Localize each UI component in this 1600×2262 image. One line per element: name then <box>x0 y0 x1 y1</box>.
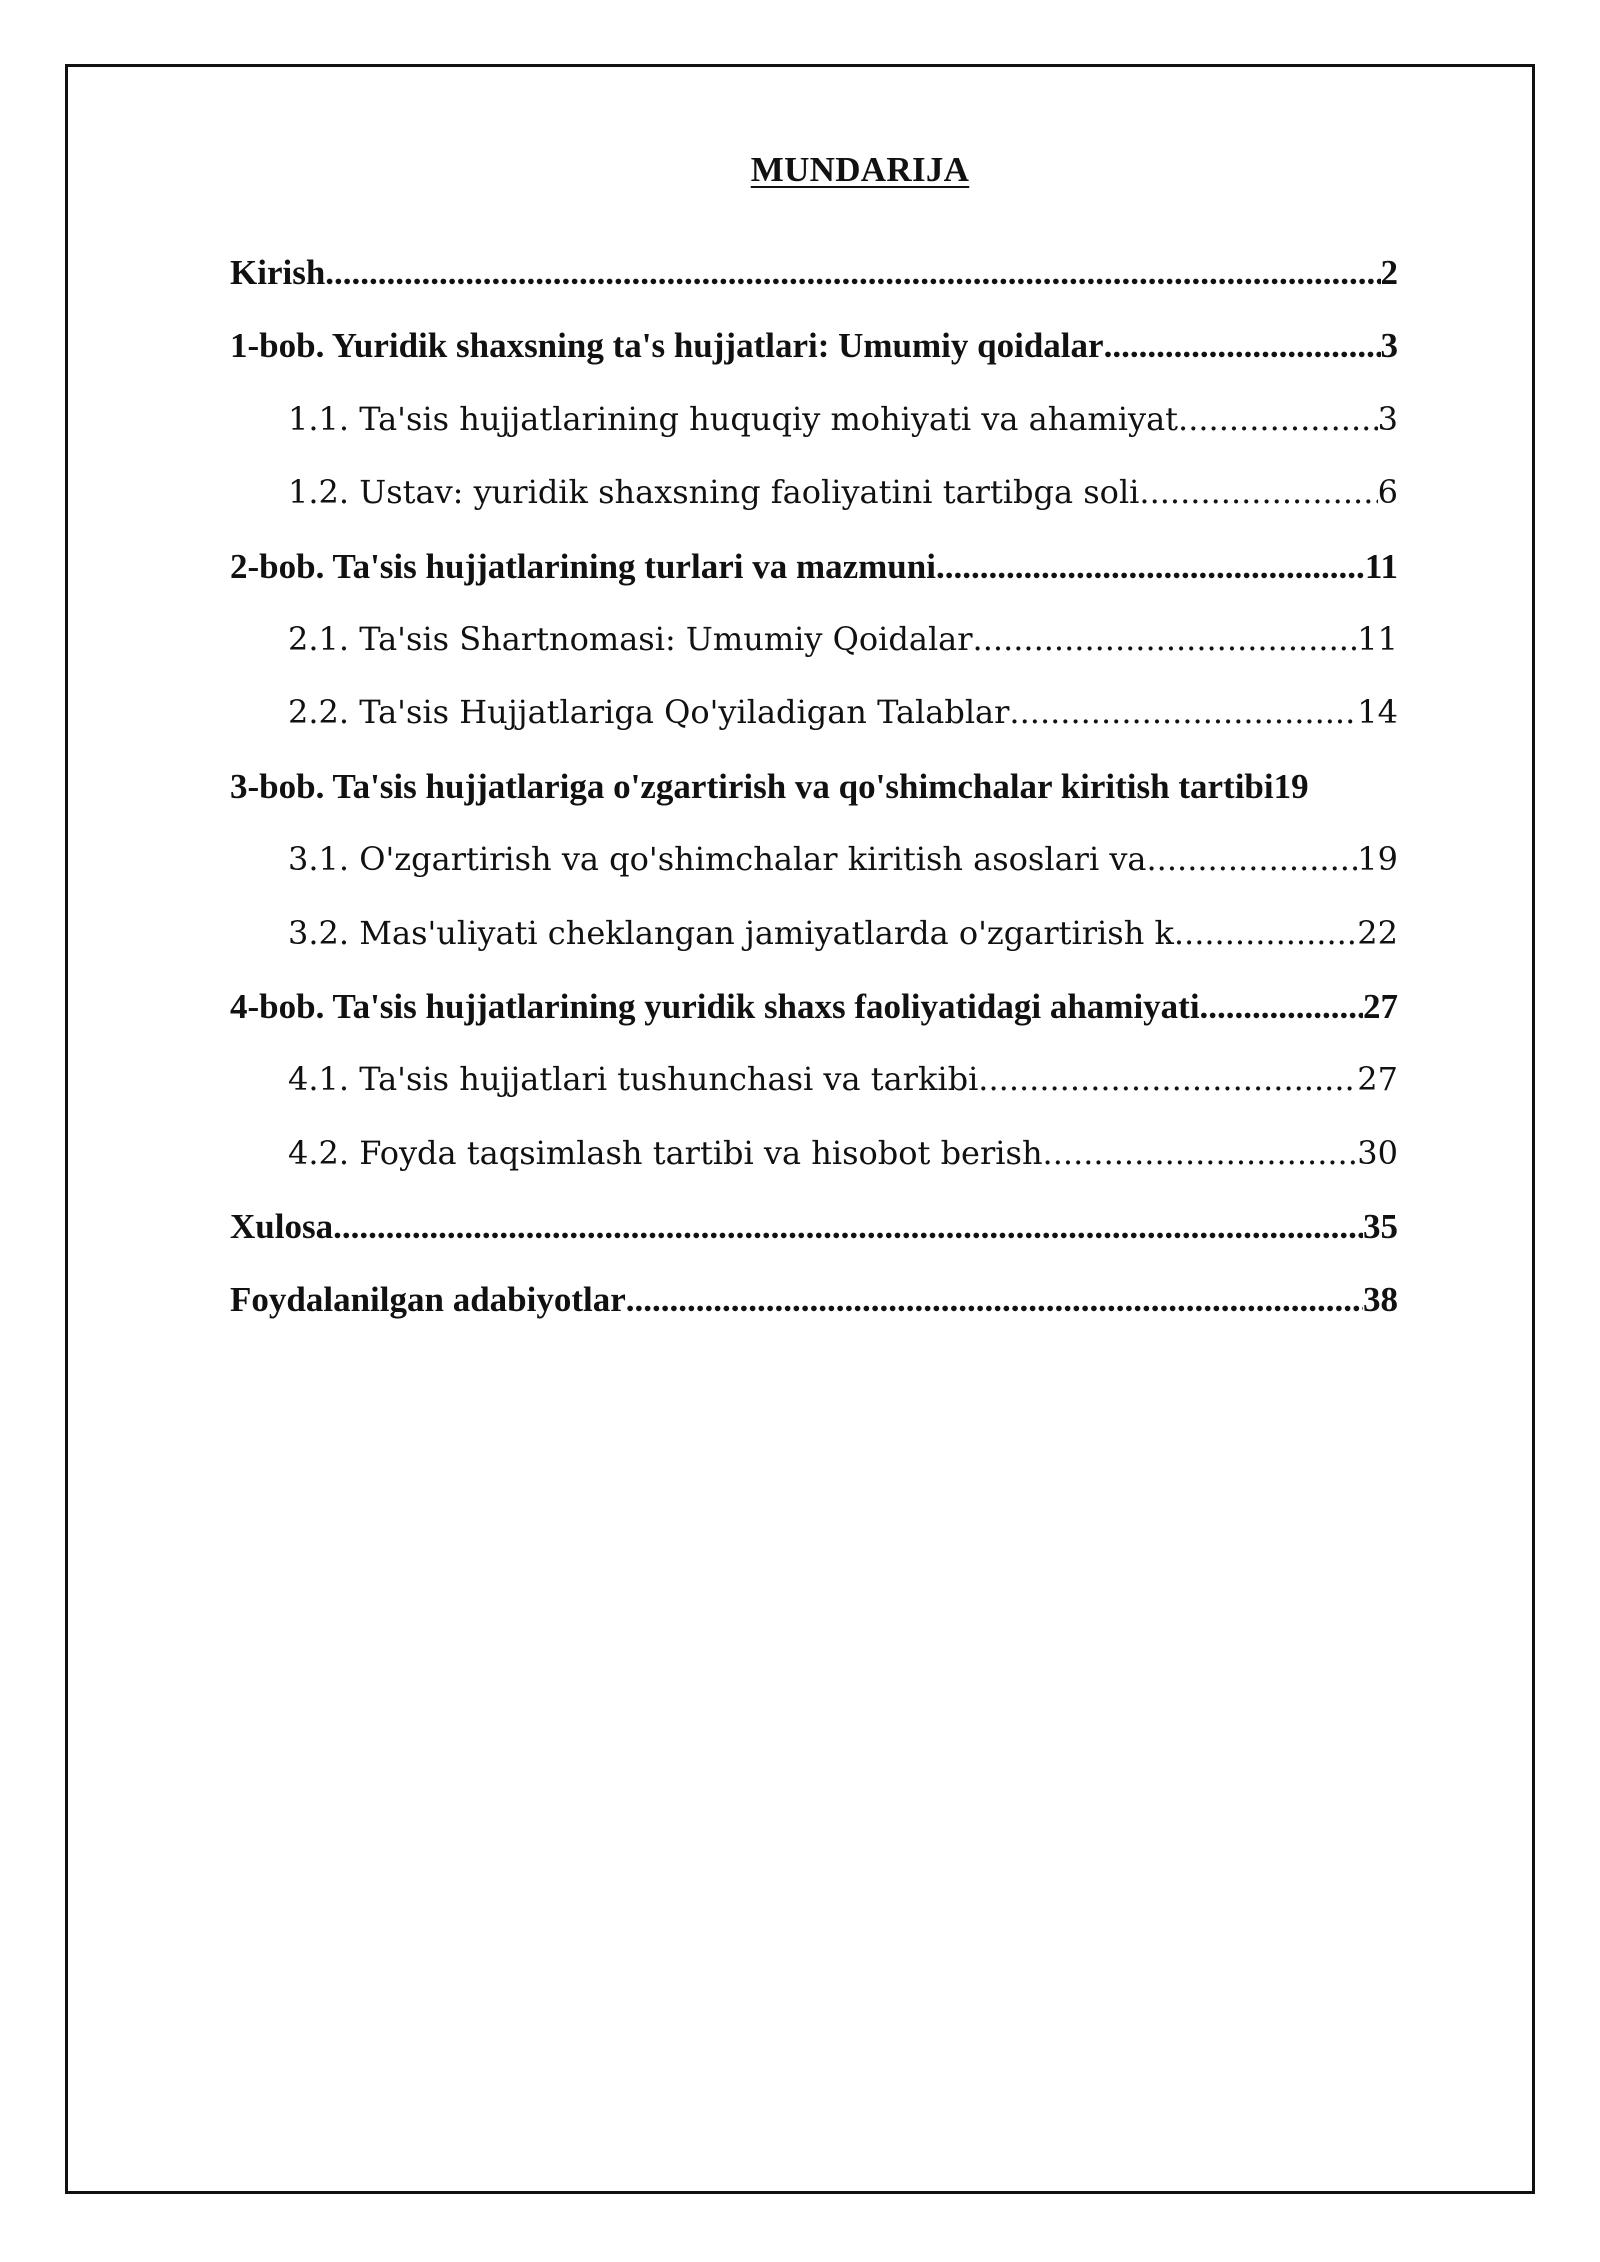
toc-dot-leader <box>973 620 1358 658</box>
toc-entry[interactable] <box>230 473 1398 546</box>
toc-entry[interactable] <box>230 1134 1398 1207</box>
toc-dot-leader <box>333 1207 1363 1247</box>
toc-page-number: 11 <box>1364 546 1398 586</box>
toc-dot-leader <box>1200 987 1363 1027</box>
toc-entry-label: 2.2. Ta'sis Hujjatlariga Qo'yiladigan Talablar <box>288 693 1010 732</box>
toc-dot-leader <box>1178 400 1378 438</box>
toc-page-number: 30 <box>1357 1133 1398 1172</box>
toc-page-number: 3 <box>1377 399 1398 438</box>
toc-entry[interactable] <box>230 1280 1398 1353</box>
toc-entry-label: Xulosa <box>230 1207 334 1247</box>
toc-dot-leader <box>936 547 1365 587</box>
toc-entry-label: Kirish <box>230 253 326 292</box>
toc-entry-label: 3-bob. Ta'sis hujjatlariga o'zgartirish va qo'shimchalar kiritish tartibi <box>230 766 1274 806</box>
toc-entry[interactable] <box>230 400 1398 473</box>
toc-entry[interactable] <box>230 987 1398 1060</box>
toc-entry[interactable] <box>230 620 1398 693</box>
toc-page-number: 6 <box>1377 473 1398 512</box>
toc-entry[interactable] <box>230 547 1398 620</box>
toc-page-number: 22 <box>1357 913 1398 952</box>
toc-entry[interactable] <box>230 326 1398 399</box>
toc-entry[interactable] <box>230 693 1398 766</box>
toc-dot-leader <box>1174 914 1357 952</box>
toc-entry-label: 3.2. Mas'uliyati cheklangan jamiyatlarda o'zgartirish k <box>288 913 1174 952</box>
toc-entry[interactable] <box>230 253 1398 326</box>
toc-page-number: 38 <box>1363 1280 1398 1320</box>
toc-entry-label: 1.2. Ustav: yuridik shaxsning faoliyatini tartibga soli <box>288 473 1140 512</box>
toc-dot-leader <box>1139 473 1377 511</box>
toc-entry-label: 2-bob. Ta'sis hujjatlarining turlari va mazmuni <box>230 546 936 586</box>
toc-entry[interactable] <box>230 840 1398 913</box>
toc-dot-leader <box>1043 1134 1358 1172</box>
toc-page-number: 27 <box>1357 1060 1398 1099</box>
toc-title: MUNDARIJA <box>750 150 970 189</box>
toc-dot-leader <box>978 1060 1357 1098</box>
toc-dot-leader <box>1147 840 1358 878</box>
toc-entry[interactable] <box>230 767 1398 840</box>
toc-dot-leader <box>325 253 1380 293</box>
toc-entry-label: 4.1. Ta'sis hujjatlari tushunchasi va tarkibi <box>288 1060 979 1099</box>
table-of-contents <box>230 253 1398 1354</box>
toc-page-number: 19 <box>1273 766 1309 806</box>
toc-page-number: 14 <box>1357 693 1398 732</box>
toc-entry[interactable] <box>230 1060 1398 1133</box>
toc-dot-leader <box>1104 326 1381 366</box>
toc-page-number: 3 <box>1380 326 1398 366</box>
toc-entry-label: 4-bob. Ta'sis hujjatlarining yuridik shaxs faoliyatidagi ahamiyati <box>230 986 1200 1026</box>
toc-page-number: 2 <box>1380 253 1398 292</box>
toc-entry-label: 1-bob. Yuridik shaxsning ta's hujjatlari: Umumiy qoidalar <box>230 326 1104 366</box>
toc-page-number: 19 <box>1357 840 1398 879</box>
toc-page-number: 11 <box>1357 619 1398 658</box>
toc-dot-leader <box>626 1280 1363 1320</box>
toc-entry[interactable] <box>230 1207 1398 1280</box>
toc-page-number: 27 <box>1363 986 1398 1026</box>
toc-entry-label: 3.1. O'zgartirish va qo'shimchalar kiritish asoslari va <box>288 840 1147 879</box>
toc-dot-leader <box>1009 693 1357 731</box>
toc-entry-label: Foydalanilgan adabiyotlar <box>230 1280 626 1320</box>
toc-entry-label: 2.1. Ta'sis Shartnomasi: Umumiy Qoidalar <box>288 619 973 658</box>
toc-entry-label: 1.1. Ta'sis hujjatlarining huquqiy mohiyati va ahamiyat <box>288 399 1179 438</box>
toc-page-number: 35 <box>1363 1207 1398 1247</box>
toc-entry-label: 4.2. Foyda taqsimlash tartibi va hisobot berish <box>288 1133 1043 1172</box>
toc-entry[interactable] <box>230 914 1398 987</box>
